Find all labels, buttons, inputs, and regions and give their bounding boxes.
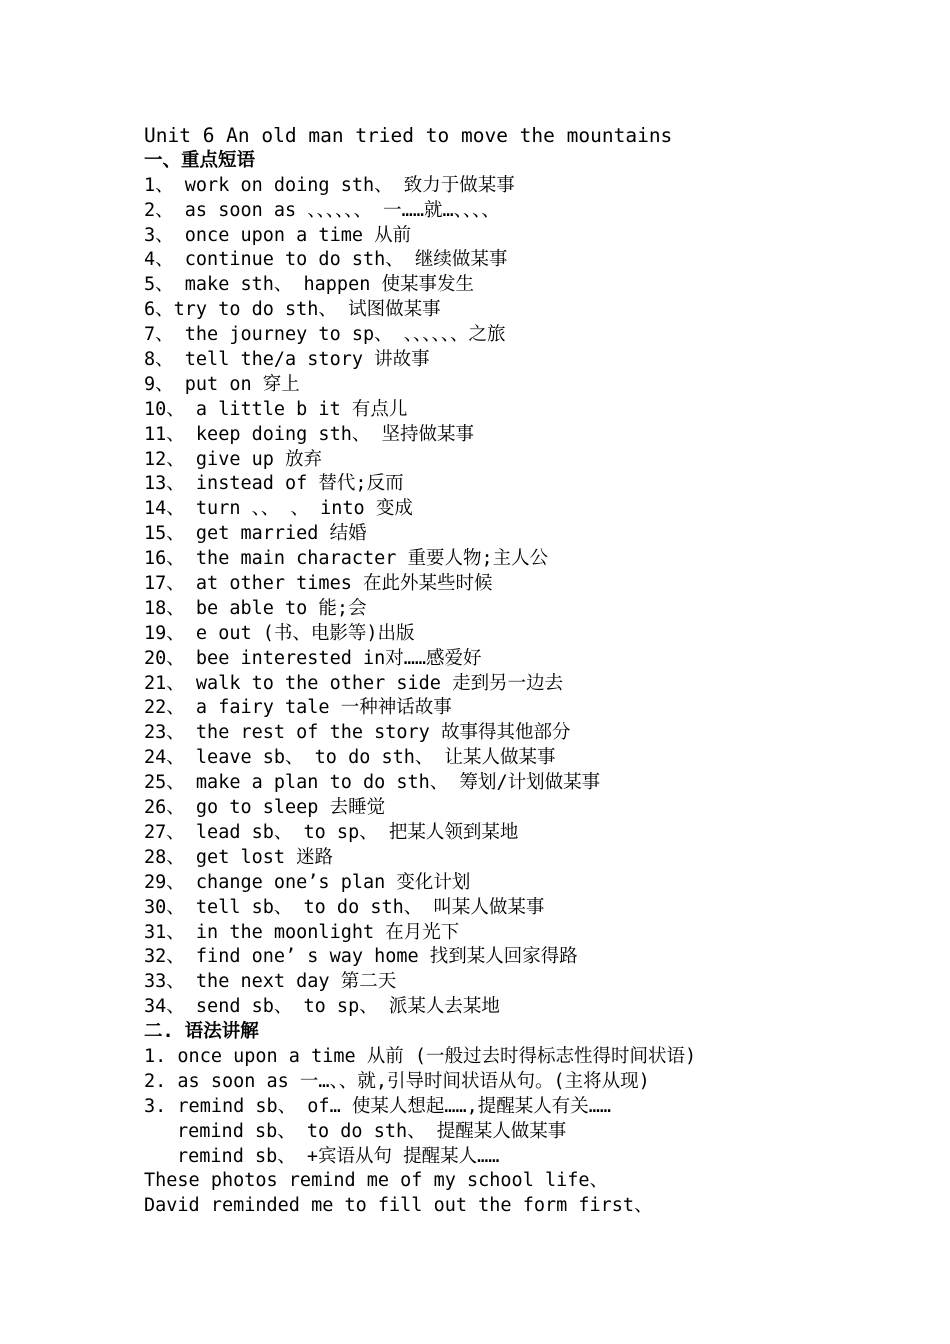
phrase-item: 20、 bee interested in对……感爱好 bbox=[144, 647, 482, 669]
grammar-sub-point: remind sb、 +宾语从句 提醒某人…… bbox=[177, 1145, 500, 1167]
phrase-item: 1、 work on doing sth、 致力于做某事 bbox=[144, 174, 515, 196]
phrase-item: 14、 turn 、、 、 into 变成 bbox=[144, 498, 413, 520]
phrase-item: 24、 leave sb、 to do sth、 让某人做某事 bbox=[144, 747, 556, 769]
phrase-item: 26、 go to sleep 去睡觉 bbox=[144, 797, 386, 819]
grammar-sub-point-list bbox=[144, 1120, 934, 1170]
section-heading-grammar: 二. 语法讲解 bbox=[144, 1021, 259, 1043]
phrase-item: 21、 walk to the other side 走到另一边去 bbox=[144, 672, 564, 694]
phrase-item: 18、 be able to 能;会 bbox=[144, 597, 367, 619]
grammar-point: 3. remind sb、 of… 使某人想起……,提醒某人有关…… bbox=[144, 1095, 612, 1117]
phrase-item: 2、 as soon as 、、、、、、 一……就…、、、、 bbox=[144, 199, 500, 221]
phrase-item: 8、 tell the/a story 讲故事 bbox=[144, 349, 430, 371]
phrase-item: 9、 put on 穿上 bbox=[144, 373, 300, 395]
phrase-item: 4、 continue to do sth、 继续做某事 bbox=[144, 249, 508, 271]
phrase-item: 7、 the journey to sp、 、、、、、、之旅 bbox=[144, 324, 506, 346]
phrase-item: 22、 a fairy tale 一种神话故事 bbox=[144, 697, 452, 719]
phrase-item: 12、 give up 放弃 bbox=[144, 448, 323, 470]
grammar-point: 1. once upon a time 从前 (一般过去时得标志性得时间状语) bbox=[144, 1045, 697, 1067]
grammar-point: 2. as soon as 一…、、就,引导时间状语从句。(主将从现) bbox=[144, 1070, 650, 1092]
phrase-item: 5、 make sth、 happen 使某事发生 bbox=[144, 274, 474, 296]
grammar-point-list bbox=[144, 1045, 934, 1120]
example-sentence: These photos remind me of my school life、 bbox=[144, 1170, 609, 1192]
phrase-item: 13、 instead of 替代;反而 bbox=[144, 473, 404, 495]
phrase-item: 29、 change one’s plan 变化计划 bbox=[144, 871, 471, 893]
phrase-item: 28、 get lost 迷路 bbox=[144, 846, 334, 868]
document-title: Unit 6 An old man tried to move the mountains bbox=[144, 124, 673, 147]
phrase-item: 10、 a little b it 有点儿 bbox=[144, 398, 408, 420]
phrase-item: 34、 send sb、 to sp、 派某人去某地 bbox=[144, 996, 500, 1018]
phrase-item: 17、 at other times 在此外某些时候 bbox=[144, 573, 493, 595]
phrase-item: 23、 the rest of the story 故事得其他部分 bbox=[144, 722, 571, 744]
phrase-item: 33、 the next day 第二天 bbox=[144, 971, 397, 993]
phrase-item: 32、 find one’ s way home 找到某人回家得路 bbox=[144, 946, 578, 968]
key-phrase-list bbox=[144, 174, 934, 1020]
phrase-item: 15、 get married 结婚 bbox=[144, 523, 367, 545]
section-heading-key-phrases: 一、重点短语 bbox=[144, 149, 256, 171]
example-sentence: David reminded me to fill out the form first、 bbox=[144, 1195, 653, 1217]
document-page bbox=[144, 124, 934, 1219]
phrase-item: 30、 tell sb、 to do sth、 叫某人做某事 bbox=[144, 896, 545, 918]
phrase-item: 25、 make a plan to do sth、 筹划/计划做某事 bbox=[144, 772, 601, 794]
phrase-item: 3、 once upon a time 从前 bbox=[144, 224, 412, 246]
phrase-item: 6、try to do sth、 试图做某事 bbox=[144, 299, 441, 321]
example-sentence-list bbox=[144, 1169, 934, 1219]
phrase-item: 19、 e out (书、电影等)出版 bbox=[144, 622, 415, 644]
grammar-sub-point: remind sb、 to do sth、 提醒某人做某事 bbox=[177, 1120, 567, 1142]
phrase-item: 11、 keep doing sth、 坚持做某事 bbox=[144, 423, 474, 445]
phrase-item: 16、 the main character 重要人物;主人公 bbox=[144, 548, 549, 570]
phrase-item: 31、 in the moonlight 在月光下 bbox=[144, 921, 460, 943]
phrase-item: 27、 lead sb、 to sp、 把某人领到某地 bbox=[144, 821, 519, 843]
